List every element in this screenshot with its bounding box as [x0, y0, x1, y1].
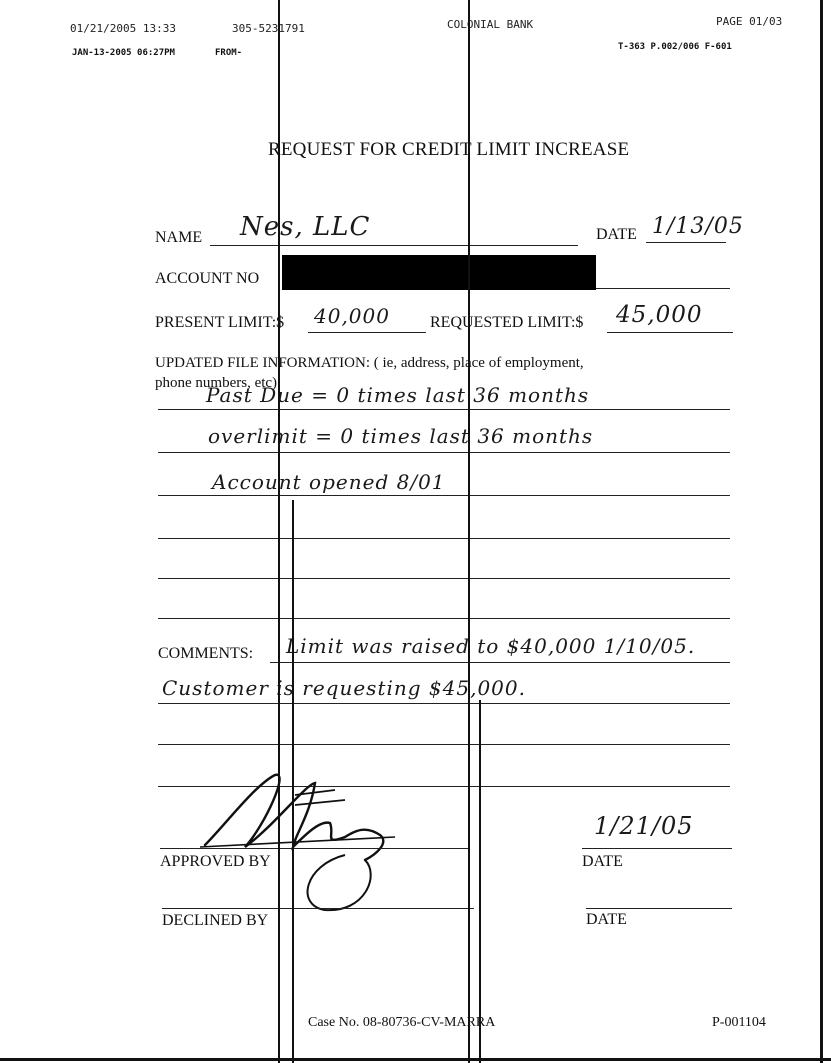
fax-sender-name: COLONIAL BANK — [447, 18, 534, 31]
date-label: DATE — [596, 226, 637, 243]
declined-date-underline — [586, 908, 732, 909]
updated-info-label: UPDATED FILE INFORMATION: ( ie, address, place of employment, — [155, 355, 584, 371]
updated-info-underline-6 — [158, 618, 730, 619]
bates-number: P-001104 — [712, 1015, 766, 1030]
comments-label: COMMENTS: — [158, 645, 254, 662]
declined-date-label: DATE — [586, 911, 627, 928]
comments-underline-2 — [158, 703, 730, 704]
declined-by-underline — [162, 908, 474, 909]
fax-page-count: PAGE 01/03 — [716, 15, 783, 28]
updated-info-sublabel: phone numbers, etc) — [155, 375, 278, 391]
fax-transmission-info: T-363 P.002/006 F-601 — [618, 42, 732, 52]
updated-info-line-2: overlimit = 0 times last 36 months — [208, 424, 594, 448]
account-number-underline — [596, 288, 730, 289]
approver-signature — [195, 765, 425, 915]
date-value: 1/13/05 — [652, 214, 744, 239]
requested-limit-value: 45,000 — [616, 302, 703, 328]
comments-underline-3 — [158, 744, 730, 745]
name-label: NAME — [155, 229, 203, 246]
scan-line-left — [278, 0, 280, 1063]
scan-line-center — [468, 0, 470, 1063]
present-limit-value: 40,000 — [314, 304, 390, 328]
updated-info-underline-4 — [158, 538, 730, 539]
updated-info-underline-5 — [158, 578, 730, 579]
account-number-label: ACCOUNT NO — [155, 270, 260, 287]
account-number-redaction — [282, 255, 596, 290]
page-edge-right — [820, 0, 823, 1063]
approved-date-underline — [582, 848, 732, 849]
approved-by-label: APPROVED BY — [160, 853, 271, 870]
comments-underline-1 — [270, 662, 730, 663]
updated-info-underline-1 — [158, 409, 730, 410]
fax-phone-number: 305-5231791 — [232, 22, 305, 35]
approved-date-label: DATE — [582, 853, 623, 870]
updated-info-underline-3 — [158, 495, 730, 496]
name-value: Nes, LLC — [240, 212, 371, 242]
fax-secondary-timestamp: JAN-13-2005 06:27PM — [72, 48, 175, 58]
page-edge-bottom — [0, 1058, 831, 1061]
fax-timestamp: 01/21/2005 13:33 — [70, 22, 176, 35]
updated-info-line-1: Past Due = 0 times last 36 months — [206, 383, 590, 407]
present-limit-underline — [308, 332, 426, 333]
date-underline — [646, 242, 726, 243]
approved-date-value: 1/21/05 — [594, 812, 694, 840]
comments-line-1: Limit was raised to $40,000 1/10/05. — [286, 634, 696, 658]
present-limit-label: PRESENT LIMIT:$ — [155, 314, 285, 331]
requested-limit-label: REQUESTED LIMIT:$ — [430, 314, 584, 331]
form-title: REQUEST FOR CREDIT LIMIT INCREASE — [268, 139, 630, 160]
declined-by-label: DECLINED BY — [162, 912, 269, 929]
requested-limit-underline — [607, 332, 733, 333]
scan-line-center-lower — [479, 700, 481, 1063]
name-underline — [210, 245, 578, 246]
case-number: Case No. 08-80736-CV-MARRA — [308, 1015, 496, 1030]
updated-info-line-3: Account opened 8/01 — [212, 470, 446, 494]
comments-line-2: Customer is requesting $45,000. — [162, 676, 526, 700]
fax-from-label: FROM- — [215, 48, 243, 58]
approved-by-underline — [160, 848, 470, 849]
updated-info-underline-2 — [158, 452, 730, 453]
scan-line-left-lower — [292, 500, 294, 1063]
